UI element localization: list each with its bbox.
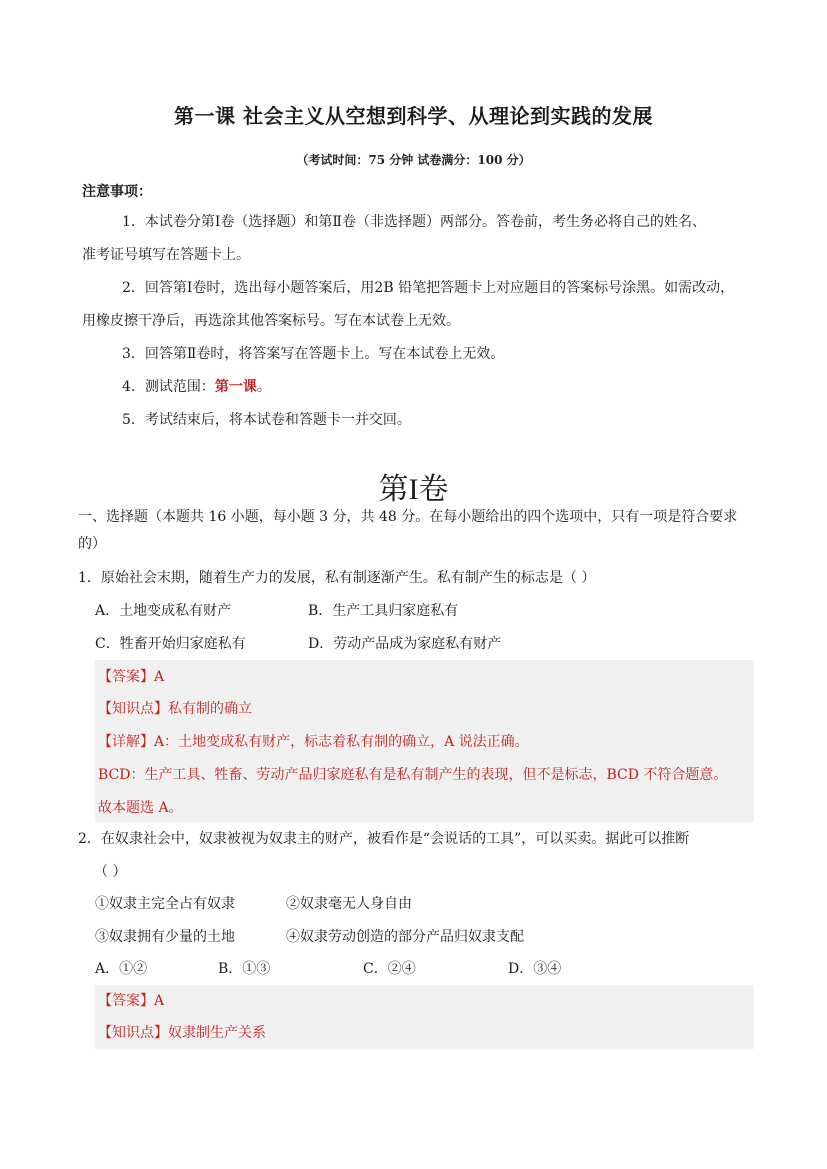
question-2-statement-1: ①奴隶主完全占有奴隶 (95, 896, 235, 912)
question-2-answer: 【答案】A (98, 993, 165, 1009)
knowledge-tag: 【知识点】 (98, 1025, 168, 1041)
question-2-statement-2: ②奴隶毫无人身自由 (286, 896, 412, 912)
detail-tag: 【详解】 (98, 734, 154, 750)
notice-item-5: 5．考试结束后，将本试卷和答题卡一并交回。 (122, 412, 411, 428)
notice-heading: 注意事项： (82, 184, 152, 200)
question-1-answer-box (95, 660, 754, 822)
question-2-knowledge (98, 1024, 266, 1042)
question-1-detail-line-2: BCD：生产工具、牲畜、劳动产品归家庭私有是私有制产生的表现，但不是标志，BCD 不符合题意。 (98, 767, 728, 783)
section-title: 第I卷 (378, 473, 449, 506)
notice-item-3: 3．回答第Ⅱ卷时，将答案写在答题卡上。写在本试卷上无效。 (122, 346, 505, 362)
page-title: 第一课 社会主义从空想到科学、从理论到实践的发展 (174, 104, 653, 128)
question-1-stem: 1．原始社会末期，随着生产力的发展，私有制逐渐产生。私有制产生的标志是（ ） (78, 570, 596, 586)
question-2-statement-4: ④奴隶劳动创造的部分产品归奴隶支配 (286, 929, 524, 945)
exam-duration: （考试时间：75 分钟 试卷满分：100 分） (296, 153, 531, 167)
notice-item-4-label: 4．测试范围： (122, 379, 215, 395)
question-1-detail (98, 733, 529, 751)
knowledge-value: 奴隶制生产关系 (168, 1025, 266, 1041)
question-2-option-c: C．②④ (363, 961, 416, 977)
question-1-option-b: B．生产工具归家庭私有 (308, 603, 459, 619)
knowledge-value: 私有制的确立 (168, 701, 252, 717)
question-1-option-a: A．土地变成私有财产 (95, 603, 232, 619)
question-2-paren: （ ） (94, 864, 127, 880)
question-2-option-b: B．①③ (218, 961, 271, 977)
question-2-stem: 2．在奴隶社会中，奴隶被视为奴隶主的财产，被看作是“会说话的工具”，可以买卖。据此可以推断 (78, 831, 690, 847)
notice-item-1: 1．本试卷分第Ⅰ卷（选择题）和第Ⅱ卷（非选择题）两部分。答卷前，考生务必将自己的姓名、 (122, 214, 706, 230)
question-2-answer-box (95, 985, 754, 1049)
notice-item-1-cont: 准考证号填写在答题卡上。 (82, 247, 250, 263)
question-1-answer: 【答案】A (98, 669, 165, 685)
question-1-option-c: C．牲畜开始归家庭私有 (95, 636, 246, 652)
knowledge-tag: 【知识点】 (98, 701, 168, 717)
question-1-knowledge (98, 700, 252, 718)
question-2-option-a: A．①② (95, 961, 148, 977)
test-scope-value: 第一课 (214, 379, 257, 395)
section-instruction: 一、选择题（本题共 16 小题，每小题 3 分，共 48 分。在每小题给出的四个选项中，只有一项是符合要求 (78, 509, 738, 525)
notice-item-4 (122, 378, 271, 396)
detail-line-1: A：土地变成私有财产，标志着私有制的确立，A 说法正确。 (154, 734, 529, 750)
question-1-option-d: D．劳动产品成为家庭私有财产 (308, 636, 502, 652)
section-instruction-cont: 的） (78, 536, 106, 552)
notice-item-2: 2．回答第Ⅰ卷时，选出每小题答案后，用2B 铅笔把答题卡上对应题目的答案标号涂黑。如需改动， (122, 280, 735, 296)
question-2-option-d: D．③④ (508, 961, 562, 977)
notice-item-4-end: 。 (256, 379, 271, 395)
notice-item-2-cont: 用橡皮擦干净后，再选涂其他答案标号。写在本试卷上无效。 (82, 313, 460, 329)
question-2-statement-3: ③奴隶拥有少量的土地 (95, 929, 235, 945)
question-1-conclusion: 故本题选 A。 (98, 800, 183, 816)
